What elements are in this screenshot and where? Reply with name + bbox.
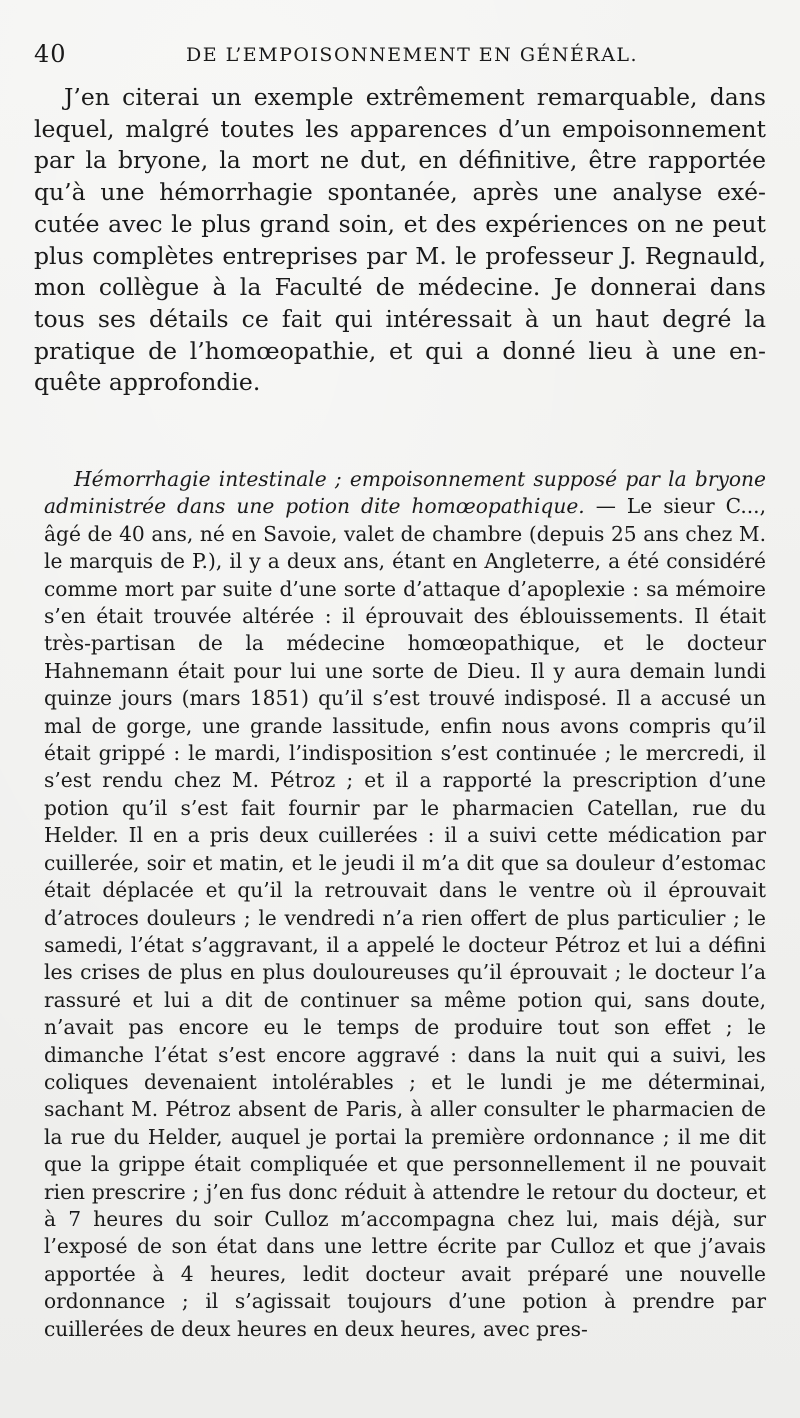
case-body: — Le sieur C..., âgé de 40 ans, né en Savoie, valet de chambre (depuis 25 ans chez M. le marquis de P.), il y a deux ans, étant en Angleterre, a été considéré comme mort par suite d’une sorte d’attaque d’apoplexie : sa mémoire s’en était trouvée altérée : il éprouvait des éblouissements. Il était très-partisan de la médecine homœopathique, et le docteur Hahnemann était pour lui une sorte de Dieu. Il y aura demain lundi quinze jours (mars 1851) qu’il s’est trouvé indisposé. Il a accusé un mal de gorge, une grande lassitude, enfin nous avons compris qu’il était grippé : le mardi, l’indisposition s’est continuée ; le mercredi, il s’est rendu chez M. Pétroz ; et il a rapporté la prescription d’une potion qu’il s’est fait fournir par le pharmacien Catellan, rue du Helder. Il en a pris deux cuillerées : il a suivi cette médication par cuillerée, soir et matin, et le jeudi il m’a dit que sa douleur d’estomac était déplacée et qu’il la retrouvait dans le ventre où il éprouvait d’atroces douleurs ; le vendredi n’a rien offert de plus particulier ; le samedi, l’état s’aggravant, il a appelé le docteur Pétroz et lui a défini les crises de plus en plus douloureuses qu’il éprouvait ; le docteur l’a rassuré et lui a dit de continuer sa même potion qui, sans doute, n’avait pas encore eu le temps de produire tout son effet ; le dimanche l’état s’est encore aggravé : dans la nuit qui a suivi, les coliques devenaient intolérables ; et le lundi je me déterminai, sachant M. Pétroz absent de Paris, à aller consulter le pharmacien de la rue du Helder, auquel je portai la première ordonnance ; il me dit que la grippe était compliquée et que personnellement il ne pouvait rien prescrire ; j’en fus donc réduit à attendre le retour du docteur, et à 7 heures du soir Culloz m’accompagna chez lui, mais déjà, sur l’exposé de son état dans une lettre écrite par Culloz et que j’avais apportée à 4 heures, ledit docteur avait préparé une nouvelle ordonnance ; il s’agissait toujours d’une potion à prendre par cuillerées de deux heures en deux heures, avec pres-: [44, 494, 766, 1341]
running-head: [34, 40, 760, 74]
intro-paragraph: J’en citerai un exemple extrêmement remarquable, dans lequel, malgré toutes les apparences d’un empoisonnement par la bryone, la mort ne dut, en définitive, être rapportée qu’à une hémorrhagie spontanée, après une analyse exécutée avec le plus grand soin, et des expériences on ne peut plus complètes entreprises par M. le professeur J. Regnauld, mon collègue à la Faculté de médecine. Je donnerai dans tous ses détails ce fait qui intéressait à un haut degré la pratique de l’homœopathie, et qui a donné lieu à une enquête approfondie.: [34, 83, 766, 397]
running-title: DE L’EMPOISONNEMENT EN GÉNÉRAL.: [186, 44, 639, 66]
page-number: 40: [34, 40, 67, 68]
case-title: Hémorrhagie intestinale ; empoisonnement supposé par la bryone administrée dans une potion dite homœopathique.: [44, 467, 766, 519]
case-report-paragraph: [44, 466, 766, 1343]
